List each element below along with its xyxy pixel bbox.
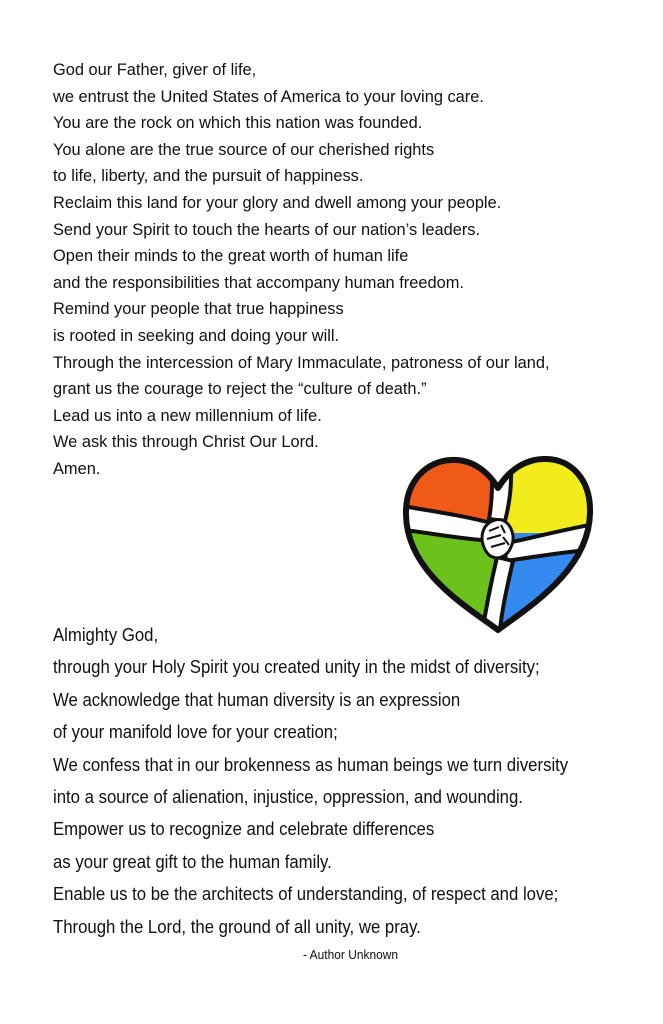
prayer-one-line: to life, liberty, and the pursuit of happiness. bbox=[53, 167, 364, 186]
prayer-one-line: Reclaim this land for your glory and dwell among your people. bbox=[53, 193, 502, 212]
prayer-one-line: You are the rock on which this nation was founded. bbox=[53, 114, 423, 133]
prayer-one-line: we entrust the United States of America to your loving care. bbox=[53, 87, 484, 106]
prayer-two-line: Enable us to be the architects of understanding, of respect and love; bbox=[53, 884, 559, 905]
prayer-one-line: We ask this through Christ Our Lord. bbox=[53, 433, 319, 452]
prayer-two-line: into a source of alienation, injustice, oppression, and wounding. bbox=[53, 786, 523, 807]
prayer-two-line: We acknowledge that human diversity is an expression bbox=[53, 689, 461, 710]
prayer-two-line: Almighty God, bbox=[53, 625, 159, 645]
prayer-one bbox=[53, 57, 550, 483]
prayer-two-line: We confess that in our brokenness as human beings we turn diversity bbox=[53, 754, 569, 775]
prayer-one-line: God our Father, giver of life, bbox=[53, 61, 257, 79]
heart-of-hands-icon bbox=[401, 453, 595, 635]
prayer-one-line: and the responsibilities that accompany human freedom. bbox=[53, 273, 464, 292]
prayer-two-line: as your great gift to the human family. bbox=[53, 851, 332, 872]
prayer-one-line: You alone are the true source of our cherished rights bbox=[53, 140, 435, 159]
prayer-one-line: Amen. bbox=[53, 459, 101, 478]
prayer-two bbox=[53, 619, 607, 943]
prayer-one-line: Open their minds to the great worth of human life bbox=[53, 247, 409, 266]
quadrant-top-right bbox=[498, 453, 595, 533]
prayer-one-line: grant us the courage to reject the “culture of death.” bbox=[53, 380, 427, 399]
prayer-one-line: is rooted in seeking and doing your will. bbox=[53, 326, 340, 345]
prayer-one-line: Remind your people that true happiness bbox=[53, 300, 344, 319]
prayer-one-line: Send your Spirit to touch the hearts of our nation’s leaders. bbox=[53, 220, 481, 239]
prayer-two-line: through your Holy Spirit you created unity in the midst of diversity; bbox=[53, 657, 540, 678]
prayer-one-line: Through the intercession of Mary Immaculate, patroness of our land, bbox=[53, 353, 550, 372]
attribution: - Author Unknown bbox=[303, 947, 399, 962]
prayer-two-line: of your manifold love for your creation; bbox=[53, 722, 338, 743]
prayer-two-line: Empower us to recognize and celebrate differences bbox=[53, 819, 435, 840]
prayer-one-line: Lead us into a new millennium of life. bbox=[53, 406, 322, 425]
prayer-two-line: Through the Lord, the ground of all unity, we pray. bbox=[53, 916, 421, 937]
